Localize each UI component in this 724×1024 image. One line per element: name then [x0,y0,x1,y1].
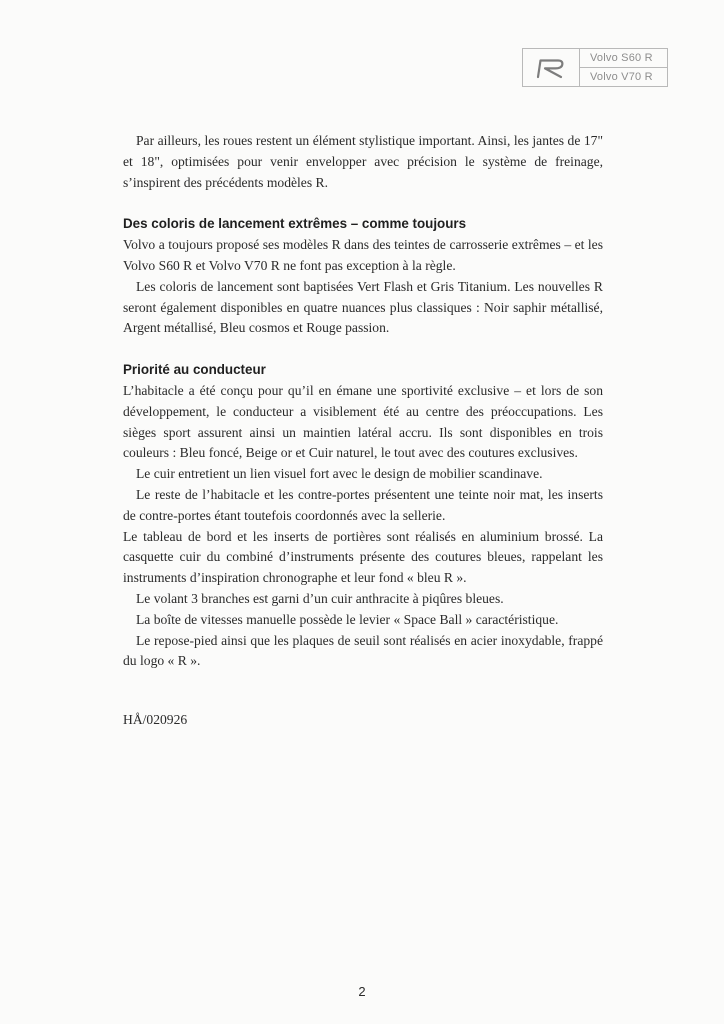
section2-paragraph-1: L’habitacle a été conçu pour qu’il en émane une sportivité exclusive – et lors de son développement, le conducteur a visiblement été au centre des préoccupations. Les sièges sport assurent ainsi un maintien latéral accru. Ils sont disponibles en trois couleurs : Bleu foncé, Beige or et Cuir naturel, le tout avec des coutures exclusives. [123,382,603,461]
model-header-box [522,48,668,87]
spacer [123,193,603,214]
model-cells [580,49,667,86]
section-heading-conducteur: Priorité au conducteur [123,362,266,378]
document-reference: HÅ/020926 [123,712,188,727]
section2-paragraph-3: Le reste de l’habitacle et les contre-portes présentent une teinte noir mat, les inserts de contre-portes étant toutefois coordonnés avec la sellerie. [123,486,603,523]
section2-paragraph-5: Le volant 3 branches est garni d’un cuir anthracite à piqûres bleues. [136,590,504,606]
section-heading-coloris: Des coloris de lancement extrêmes – comme toujours [123,216,467,232]
model-label-v70: Volvo V70 R [590,71,653,83]
page-number: 2 [358,984,366,999]
section2-paragraph-6: La boîte de vitesses manuelle possède le levier « Space Ball » caractéristique. [136,611,559,627]
r-logo-cell [523,49,580,86]
section1-paragraph-2: Les coloris de lancement sont baptisées Vert Flash et Gris Titanium. Les nouvelles R seront également disponibles en quatre nuances plus classiques : Noir saphir métallisé, Argent métallisé, Bleu cosmos et Rouge passion. [123,278,603,336]
volvo-r-logo-icon [534,56,568,80]
model-label-s60: Volvo S60 R [580,49,667,68]
section2-paragraph-4: Le tableau de bord et les inserts de portières sont réalisés en aluminium brossé. La casquette cuir du combiné d’instruments présente des coutures bleues, rappelant les instruments d’inspiration chronographe et leur fond « bleu R ». [123,528,603,586]
document-body [123,131,603,672]
section2-paragraph-7: Le repose-pied ainsi que les plaques de seuil sont réalisés en acier inoxydable, frappé du logo « R ». [123,632,603,669]
spacer [123,339,603,360]
intro-paragraph: Par ailleurs, les roues restent un élément stylistique important. Ainsi, les jantes de 17" et 18", optimisées pour venir envelopper avec précision le système de freinage, s’inspirent des précédents modèles R. [123,133,603,190]
section1-paragraph-1: Volvo a toujours proposé ses modèles R dans des teintes de carrosserie extrêmes – et les Volvo S60 R et Volvo V70 R ne font pas exception à la règle. [123,237,603,273]
section2-paragraph-2: Le cuir entretient un lien visuel fort avec le design de mobilier scandinave. [136,466,543,482]
